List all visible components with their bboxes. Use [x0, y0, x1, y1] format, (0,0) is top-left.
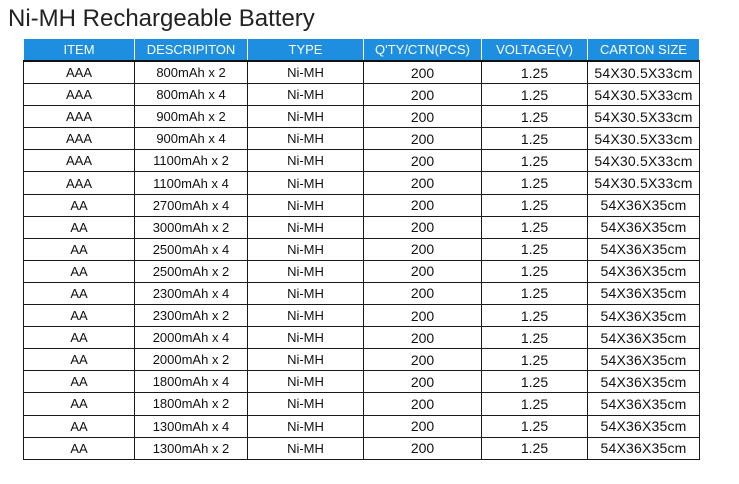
cell-item: AA	[24, 238, 135, 260]
cell-item: AA	[24, 305, 135, 327]
cell-item: AA	[24, 349, 135, 371]
cell-qty: 200	[364, 305, 482, 327]
cell-voltage: 1.25	[482, 282, 588, 304]
cell-item: AAA	[24, 61, 135, 84]
cell-type: Ni-MH	[248, 172, 364, 194]
cell-item: AA	[24, 216, 135, 238]
header-item: ITEM	[24, 39, 135, 61]
table-row	[24, 393, 700, 415]
cell-voltage: 1.25	[482, 437, 588, 459]
cell-item: AAA	[24, 172, 135, 194]
cell-qty: 200	[364, 415, 482, 437]
cell-qty: 200	[364, 106, 482, 128]
cell-carton-size: 54X36X35cm	[588, 282, 700, 304]
cell-description: 800mAh x 2	[135, 61, 248, 84]
cell-qty: 200	[364, 61, 482, 84]
table-row	[24, 371, 700, 393]
cell-description: 1100mAh x 2	[135, 150, 248, 172]
table-row	[24, 349, 700, 371]
cell-voltage: 1.25	[482, 216, 588, 238]
cell-carton-size: 54X36X35cm	[588, 371, 700, 393]
cell-type: Ni-MH	[248, 415, 364, 437]
cell-type: Ni-MH	[248, 437, 364, 459]
cell-voltage: 1.25	[482, 172, 588, 194]
cell-qty: 200	[364, 128, 482, 150]
cell-description: 2300mAh x 2	[135, 305, 248, 327]
cell-description: 1100mAh x 4	[135, 172, 248, 194]
cell-description: 1300mAh x 2	[135, 437, 248, 459]
cell-type: Ni-MH	[248, 106, 364, 128]
cell-carton-size: 54X36X35cm	[588, 260, 700, 282]
cell-qty: 200	[364, 327, 482, 349]
cell-item: AAA	[24, 150, 135, 172]
cell-qty: 200	[364, 282, 482, 304]
table-row	[24, 150, 700, 172]
cell-item: AA	[24, 415, 135, 437]
cell-qty: 200	[364, 260, 482, 282]
cell-qty: 200	[364, 172, 482, 194]
cell-carton-size: 54X30.5X33cm	[588, 128, 700, 150]
cell-qty: 200	[364, 437, 482, 459]
cell-type: Ni-MH	[248, 282, 364, 304]
cell-type: Ni-MH	[248, 128, 364, 150]
table-row	[24, 216, 700, 238]
cell-description: 1300mAh x 4	[135, 415, 248, 437]
cell-item: AA	[24, 393, 135, 415]
cell-item: AA	[24, 371, 135, 393]
cell-description: 900mAh x 4	[135, 128, 248, 150]
cell-description: 1800mAh x 2	[135, 393, 248, 415]
table-row	[24, 437, 700, 459]
cell-item: AAA	[24, 128, 135, 150]
page-title: Ni-MH Rechargeable Battery	[8, 5, 315, 32]
cell-item: AA	[24, 194, 135, 216]
cell-type: Ni-MH	[248, 371, 364, 393]
header-voltage: VOLTAGE(V)	[482, 39, 588, 61]
cell-carton-size: 54X36X35cm	[588, 327, 700, 349]
cell-carton-size: 54X36X35cm	[588, 437, 700, 459]
header-carton-size: CARTON SIZE	[588, 39, 700, 61]
cell-qty: 200	[364, 393, 482, 415]
cell-carton-size: 54X36X35cm	[588, 393, 700, 415]
cell-carton-size: 54X36X35cm	[588, 415, 700, 437]
cell-description: 3000mAh x 2	[135, 216, 248, 238]
cell-item: AA	[24, 327, 135, 349]
cell-type: Ni-MH	[248, 393, 364, 415]
table-row	[24, 238, 700, 260]
cell-item: AA	[24, 282, 135, 304]
cell-qty: 200	[364, 150, 482, 172]
cell-type: Ni-MH	[248, 150, 364, 172]
cell-qty: 200	[364, 194, 482, 216]
cell-type: Ni-MH	[248, 84, 364, 106]
cell-description: 2500mAh x 4	[135, 238, 248, 260]
table-row	[24, 415, 700, 437]
cell-voltage: 1.25	[482, 106, 588, 128]
cell-item: AAA	[24, 84, 135, 106]
cell-type: Ni-MH	[248, 349, 364, 371]
cell-voltage: 1.25	[482, 349, 588, 371]
cell-qty: 200	[364, 216, 482, 238]
table-row	[24, 61, 700, 84]
cell-description: 900mAh x 2	[135, 106, 248, 128]
cell-qty: 200	[364, 371, 482, 393]
cell-type: Ni-MH	[248, 194, 364, 216]
cell-carton-size: 54X30.5X33cm	[588, 106, 700, 128]
cell-item: AA	[24, 437, 135, 459]
cell-type: Ni-MH	[248, 216, 364, 238]
table-body	[24, 61, 700, 459]
cell-qty: 200	[364, 84, 482, 106]
table-row	[24, 194, 700, 216]
table-row	[24, 84, 700, 106]
cell-carton-size: 54X36X35cm	[588, 238, 700, 260]
table-row	[24, 106, 700, 128]
cell-carton-size: 54X36X35cm	[588, 216, 700, 238]
cell-voltage: 1.25	[482, 84, 588, 106]
cell-voltage: 1.25	[482, 128, 588, 150]
table-row	[24, 128, 700, 150]
cell-voltage: 1.25	[482, 393, 588, 415]
battery-spec-table	[23, 39, 700, 460]
cell-carton-size: 54X30.5X33cm	[588, 172, 700, 194]
cell-description: 2500mAh x 2	[135, 260, 248, 282]
cell-voltage: 1.25	[482, 260, 588, 282]
cell-type: Ni-MH	[248, 260, 364, 282]
cell-voltage: 1.25	[482, 327, 588, 349]
cell-voltage: 1.25	[482, 371, 588, 393]
cell-description: 2000mAh x 4	[135, 327, 248, 349]
cell-qty: 200	[364, 238, 482, 260]
cell-item: AA	[24, 260, 135, 282]
cell-voltage: 1.25	[482, 150, 588, 172]
cell-carton-size: 54X30.5X33cm	[588, 84, 700, 106]
cell-voltage: 1.25	[482, 61, 588, 84]
cell-carton-size: 54X36X35cm	[588, 349, 700, 371]
cell-type: Ni-MH	[248, 61, 364, 84]
table-row	[24, 260, 700, 282]
cell-voltage: 1.25	[482, 305, 588, 327]
header-qty-per-carton: Q'TY/CTN(PCS)	[364, 39, 482, 61]
cell-qty: 200	[364, 349, 482, 371]
cell-description: 2000mAh x 2	[135, 349, 248, 371]
cell-description: 2300mAh x 4	[135, 282, 248, 304]
table-row	[24, 172, 700, 194]
cell-description: 800mAh x 4	[135, 84, 248, 106]
table-header	[24, 39, 700, 61]
cell-type: Ni-MH	[248, 238, 364, 260]
cell-carton-size: 54X36X35cm	[588, 305, 700, 327]
header-description: DESCRIPITON	[135, 39, 248, 61]
cell-type: Ni-MH	[248, 327, 364, 349]
cell-type: Ni-MH	[248, 305, 364, 327]
cell-carton-size: 54X30.5X33cm	[588, 61, 700, 84]
cell-description: 2700mAh x 4	[135, 194, 248, 216]
table-row	[24, 305, 700, 327]
cell-voltage: 1.25	[482, 415, 588, 437]
cell-item: AAA	[24, 106, 135, 128]
table-row	[24, 282, 700, 304]
cell-carton-size: 54X36X35cm	[588, 194, 700, 216]
header-row	[24, 39, 700, 61]
cell-carton-size: 54X30.5X33cm	[588, 150, 700, 172]
header-type: TYPE	[248, 39, 364, 61]
table-row	[24, 327, 700, 349]
cell-voltage: 1.25	[482, 194, 588, 216]
cell-voltage: 1.25	[482, 238, 588, 260]
cell-description: 1800mAh x 4	[135, 371, 248, 393]
